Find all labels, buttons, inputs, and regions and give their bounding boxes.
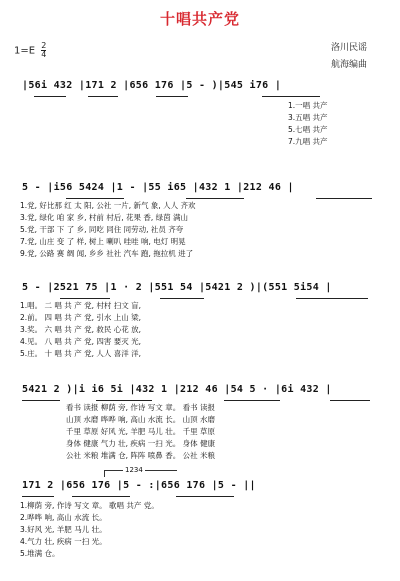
lyric-block-5 xyxy=(20,500,159,560)
lyric-line: 2.前。 四 唱 共 产 党, 引水 上山 梁, xyxy=(20,313,141,322)
lyric-line: 5.党, 干部 下 了 乡, 同吃 同住 同劳动, 社员 齐夸 xyxy=(20,225,184,234)
song-source: 洛川民谣 xyxy=(331,43,368,53)
beam-underline xyxy=(96,400,152,401)
song-arranger: 航海编曲 xyxy=(331,60,368,70)
song-title: 十唱共产党 xyxy=(159,10,240,28)
lyric-line: 7.九唱 共产 xyxy=(288,137,328,146)
beam-underline xyxy=(160,298,204,299)
lyric-line: 5.七唱 共产 xyxy=(288,125,328,134)
beam-underline xyxy=(72,496,130,497)
lyric-line: 公社 米粮 堆满 仓, 阵阵 喷鼻 香。 公社 米粮 xyxy=(66,451,215,460)
lyric-block-4 xyxy=(66,402,215,462)
beam-underline xyxy=(296,298,368,299)
beam-underline xyxy=(224,400,280,401)
lyric-line: 看书 读报 柳荫 旁, 作诗 写文 章。 看书 读报 xyxy=(66,403,215,412)
lyric-line: 5.堆满 仓。 xyxy=(20,549,60,558)
key-signature: 1=E $\frac{2}{4}$ xyxy=(14,41,47,59)
notation-line-4: 5421 2 )|i i6 5i |432 1 |212 46 |54 5 · |6i 432 | xyxy=(22,384,332,395)
lyric-line: 3.五唱 共产 xyxy=(288,113,328,122)
beam-underline xyxy=(316,198,372,199)
lyric-line: 4.气力 壮, 疾病 一扫 光。 xyxy=(20,537,107,546)
beam-underline xyxy=(262,96,320,97)
lyric-line: 4.见。 八 唱 共 产 党, 四害 要灭 光, xyxy=(20,337,141,346)
lyric-line: 1.柳荫 旁, 作诗 写文 章。 歌唱 共产 党。 xyxy=(20,501,159,510)
lyric-line: 5.庄。 十 唱 共 产 党, 人人 喜洋 洋, xyxy=(20,349,141,358)
beam-underline xyxy=(34,96,66,97)
lyric-line: 9.党, 公路 赛 绸 闻, 乡乡 社社 汽车 跑, 拖拉机 进了 xyxy=(20,249,194,258)
lyric-line: 身体 健康 气力 壮, 疾病 一扫 光。 身体 健康 xyxy=(66,439,215,448)
lyric-block-3 xyxy=(20,300,141,360)
lyric-line: 3.党, 绿化 咱 家 乡, 村前 村后, 花果 香, 绿茵 满山 xyxy=(20,213,189,222)
beam-underline xyxy=(22,400,60,401)
lyric-line: 千里 草原 好风 光, 羊肥 马儿 壮。 千里 草原 xyxy=(66,427,215,436)
beam-underline xyxy=(66,198,124,199)
lyric-line: 1.一唱 共产 xyxy=(288,101,328,110)
beam-underline xyxy=(176,496,234,497)
beam-underline xyxy=(330,400,370,401)
volta-label: 1234 xyxy=(125,466,143,474)
notation-line-1: |56i 432 |171 2 |656 176 |5 - )|545 i76 | xyxy=(22,80,282,91)
lyric-line: 1.党, 好比那 红 太 阳, 公社 一片, 新气 象, 人人 齐欢 xyxy=(20,201,196,210)
beam-underline xyxy=(22,496,54,497)
beam-underline xyxy=(60,298,110,299)
beam-underline xyxy=(88,96,118,97)
volta-bracket xyxy=(104,466,177,477)
beam-underline xyxy=(186,198,244,199)
time-signature: $\frac{2}{4}$ xyxy=(41,41,47,59)
notation-line-2: 5 - |i56 5424 |1 - |55 i65 |432 1 |212 46 | xyxy=(22,182,294,193)
lyric-block-1 xyxy=(288,100,328,148)
lyric-line: 1.唱。 二 唱 共 产 党, 村村 扫文 盲, xyxy=(20,301,141,310)
notation-line-3: 5 - |2521 75 |1 · 2 |551 54 |5421 2 )|(551 5i54 | xyxy=(22,282,332,293)
lyric-line: 3.奖。 六 唱 共 产 党, 救民 心花 放, xyxy=(20,325,141,334)
lyric-line: 2.哗哗 响, 高山 水流 长。 xyxy=(20,513,107,522)
lyric-line: 山顶 水磨 哗哗 响, 高山 水流 长。 山顶 水磨 xyxy=(66,415,215,424)
lyric-line: 7.党, 山庄 变 了 样, 树上 喇叭 哇哇 响, 电灯 明晃 xyxy=(20,237,186,246)
notation-line-5: 171 2 |656 176 |5 - :|656 176 |5 - || xyxy=(22,480,256,491)
lyric-block-2 xyxy=(20,200,196,260)
lyric-line: 3.好风 光, 羊肥 马儿 壮。 xyxy=(20,525,107,534)
beam-underline xyxy=(156,96,188,97)
